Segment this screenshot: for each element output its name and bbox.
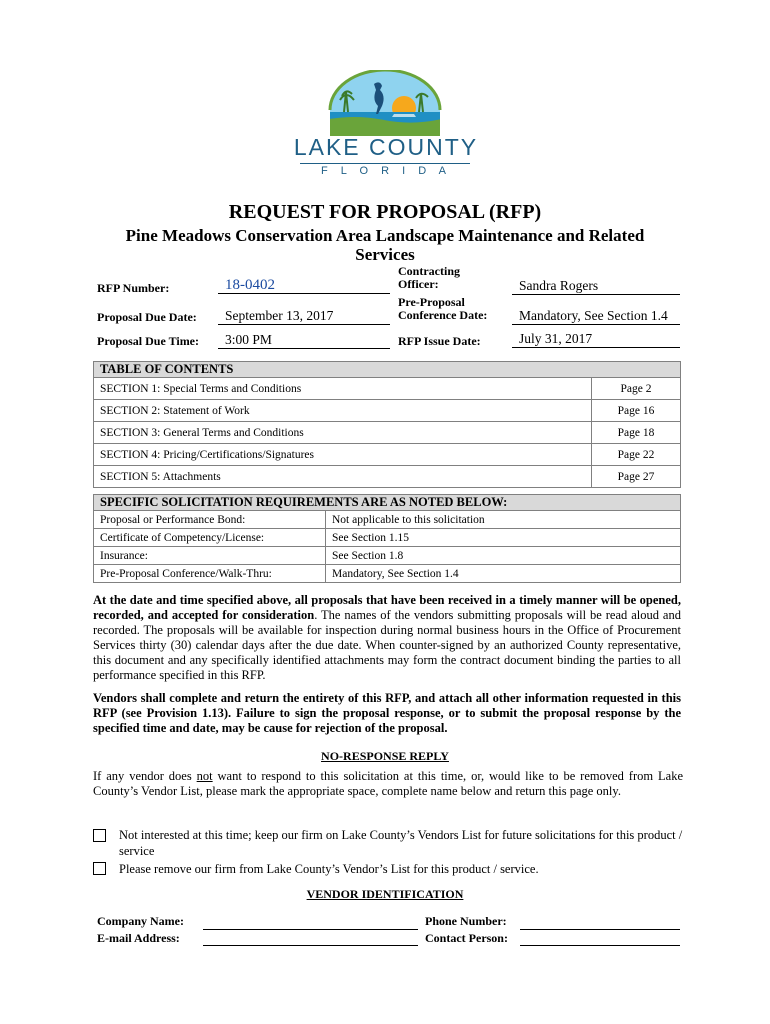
- keep-on-list-option: Not interested at this time; keep our firm on Lake County’s Vendors List for future solicitations for this product / service: [119, 828, 683, 858]
- toc-header: TABLE OF CONTENTS: [94, 362, 681, 378]
- table-row: [94, 444, 681, 466]
- pre-proposal-value: Mandatory, See Section 1.4: [512, 308, 680, 325]
- page-title: REQUEST FOR PROPOSAL (RFP): [228, 201, 542, 223]
- opening-paragraph-bold: At the date and time specified above, all proposals that have been received in a timely manner will be opened, recorded, and accepted for consideration: [93, 593, 681, 622]
- toc-section: SECTION 3: General Terms and Conditions: [94, 422, 592, 444]
- vendor-identification-heading: VENDOR IDENTIFICATION: [306, 887, 464, 901]
- rfp-number-value: 18-0402: [218, 277, 390, 294]
- requirement-item: Certificate of Competency/License:: [94, 529, 326, 547]
- phone-number-label: Phone Number:: [425, 914, 507, 928]
- proposal-due-time-label: Proposal Due Time:: [97, 334, 200, 348]
- county-state: F L O R I D A: [321, 165, 451, 177]
- phone-number-field[interactable]: [520, 929, 680, 930]
- remove-from-list-checkbox[interactable]: [93, 862, 106, 875]
- proposal-due-time-value: 3:00 PM: [218, 332, 390, 349]
- requirement-value: See Section 1.15: [326, 529, 681, 547]
- table-row: [94, 547, 681, 565]
- opening-paragraph: [93, 593, 681, 683]
- toc-page: Page 16: [592, 400, 681, 422]
- table-row: [94, 529, 681, 547]
- requirement-value: Not applicable to this solicitation: [326, 511, 681, 529]
- county-divider: [300, 163, 470, 164]
- rfp-number-label: RFP Number:: [97, 281, 170, 295]
- toc-section: SECTION 2: Statement of Work: [94, 400, 592, 422]
- rfp-issue-date-value: July 31, 2017: [512, 331, 680, 348]
- company-name-field[interactable]: [203, 929, 418, 930]
- requirement-value: Mandatory, See Section 1.4: [326, 565, 681, 583]
- table-row: [94, 565, 681, 583]
- email-address-field[interactable]: [203, 945, 418, 946]
- table-row: [94, 466, 681, 488]
- table-row: [94, 378, 681, 400]
- toc-section: SECTION 5: Attachments: [94, 466, 592, 488]
- opening-paragraph-rest: . The names of the vendors submitting proposals will be read aloud and recorded. The proposals will be available for inspection during normal business hours in the Office of Procurement Services thirty (30) calendar days after the due date. When counter-signed by an authorized County representative, this document and any specifically identified attachments may form the contract document binding the parties to all performance specified in this RFP.: [93, 608, 681, 682]
- requirement-item: Insurance:: [94, 547, 326, 565]
- toc-section: SECTION 4: Pricing/Certifications/Signatures: [94, 444, 592, 466]
- table-of-contents: [93, 361, 681, 488]
- pre-proposal-label: Pre-Proposal Conference Date:: [398, 295, 488, 322]
- toc-page: Page 22: [592, 444, 681, 466]
- project-subtitle: Pine Meadows Conservation Area Landscape Maintenance and Related Services: [125, 226, 645, 264]
- contracting-officer-label: Contracting Officer:: [398, 264, 460, 291]
- rfp-issue-date-label: RFP Issue Date:: [398, 334, 481, 348]
- table-row: [94, 422, 681, 444]
- requirement-item: Proposal or Performance Bond:: [94, 511, 326, 529]
- no-response-text: If any vendor does not want to respond to this solicitation at this time, or, would like to be removed from Lake County’s Vendor List, please mark the appropriate space, complete name below and return this page only.: [93, 769, 683, 798]
- contracting-officer-value: Sandra Rogers: [512, 278, 680, 295]
- contact-person-field[interactable]: [520, 945, 680, 946]
- proposal-due-date-value: September 13, 2017: [218, 308, 390, 325]
- contact-person-label: Contact Person:: [425, 931, 508, 945]
- requirement-value: See Section 1.8: [326, 547, 681, 565]
- requirements-header: SPECIFIC SOLICITATION REQUIREMENTS ARE AS NOTED BELOW:: [94, 495, 681, 511]
- no-response-heading: NO-RESPONSE REPLY: [321, 749, 449, 763]
- toc-page: Page 27: [592, 466, 681, 488]
- remove-from-list-option: Please remove our firm from Lake County’s Vendor’s List for this product / service.: [119, 862, 539, 876]
- proposal-due-date-label: Proposal Due Date:: [97, 310, 197, 324]
- solicitation-requirements-table: [93, 494, 681, 583]
- county-name: LAKE COUNTY: [293, 134, 479, 160]
- toc-page: Page 18: [592, 422, 681, 444]
- keep-on-list-checkbox[interactable]: [93, 829, 106, 842]
- toc-section: SECTION 1: Special Terms and Conditions: [94, 378, 592, 400]
- submission-paragraph: Vendors shall complete and return the entirety of this RFP, and attach all other information requested in this RFP (see Provision 1.13). Failure to sign the proposal response, or to submit the proposal response by the specified time and date, may be cause for rejection of the proposal.: [93, 691, 681, 735]
- table-row: [94, 400, 681, 422]
- table-row: [94, 511, 681, 529]
- company-name-label: Company Name:: [97, 914, 184, 928]
- requirement-item: Pre-Proposal Conference/Walk-Thru:: [94, 565, 326, 583]
- lake-county-seal-icon: [324, 70, 446, 136]
- email-address-label: E-mail Address:: [97, 931, 180, 945]
- toc-page: Page 2: [592, 378, 681, 400]
